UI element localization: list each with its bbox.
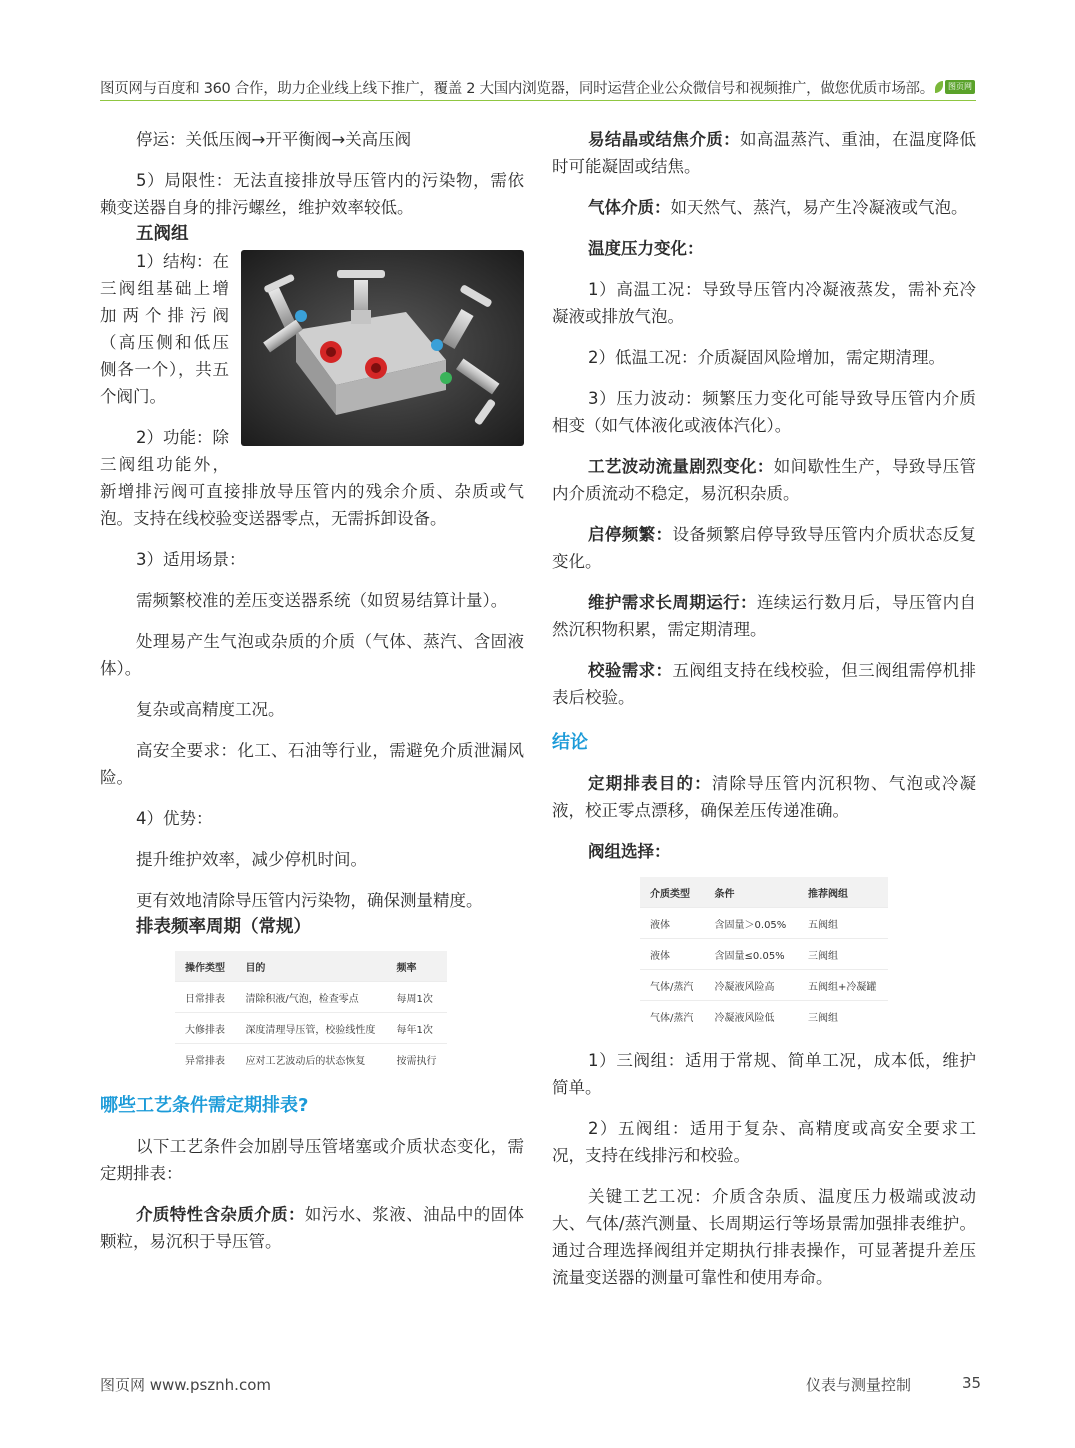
paragraph: 2）低温工况：介质凝固风险增加，需定期清理。 [588,348,945,367]
left-column [100,126,524,1255]
paragraph: 停运：关低压阀→开平衡阀→关高压阀 [136,130,412,149]
footer-journal: 仪表与测量控制 [806,1376,912,1394]
table-cell: 每周1次 [387,982,447,1013]
footer-site: 图页网 www.psznh.com [100,1376,271,1394]
table-header: 频率 [387,951,447,982]
paragraph [552,770,976,824]
term-label: 启停频繁： [588,525,673,544]
paragraph: 提升维护效率，减少停机时间。 [136,850,367,869]
table-cell: 每年1次 [387,1013,447,1044]
term-text: 如污水、浆液、油品中的固体颗粒，易沉积于导压管。 [100,1205,525,1251]
paragraph: 1）结构：在三阀组基础上增加两个排污阀（高压侧和低压侧各一个），共五个阀门。 [100,252,229,406]
paragraph [552,235,976,262]
paragraph: 5）局限性：无法直接排放导压管内的污染物，需依赖变送器自身的排污螺丝，维护效率较低。 [100,171,524,217]
term-text: 五阀组支持在线校验，但三阀组需停机排表后校验。 [552,661,977,707]
term-label: 温度压力变化： [588,239,704,258]
paragraph [552,126,976,180]
header-banner: 图页网与百度和 360 合作，助力企业线上线下推广，覆盖 2 大国内浏览器，同时运营企业公众微信号和视频推广，做您优质市场部。 [100,81,934,97]
table-cell: 三阀组 [798,1001,888,1032]
table-row [640,908,888,939]
term-text: 设备频繁启停导致导压管内介质状态反复变化。 [552,525,977,571]
table-cell: 五阀组+冷凝罐 [798,970,888,1001]
table-cell: 大修排表 [175,1013,235,1044]
table-cell: 含固量＞0.05% [705,908,798,939]
table-cell: 气体/蒸汽 [640,970,705,1001]
paragraph [552,194,976,221]
paragraph [552,838,976,865]
table-cell: 含固量≤0.05% [705,939,798,970]
table-cell: 按需执行 [387,1044,447,1075]
header-divider [100,100,976,101]
table-header: 操作类型 [175,951,235,982]
table-row [640,970,888,1001]
table-cell: 冷凝液风险低 [705,1001,798,1032]
section-heading-five-valve: 五阀组 [136,224,189,244]
term-text: 连续运行数月后，导压管内自然沉积物积累，需定期清理。 [552,593,977,639]
paragraph: 需频繁校准的差压变送器系统（如贸易结算计量）。 [136,591,508,610]
term-text: 如天然气、蒸汽，易产生冷凝液或气泡。 [670,198,968,217]
table-header: 推荐阀组 [798,877,888,908]
term-text: 清除导压管内沉积物、气泡或冷凝液，校正零点漂移，确保差压传递准确。 [552,774,977,820]
term-label: 工艺波动流量剧烈变化： [588,457,774,476]
paragraph: 关键工艺工况：介质含杂质、温度压力极端或波动大、气体/蒸汽测量、长周期运行等场景需加强排表维护。通过合理选择阀组并定期执行排表操作，可显著提升差压流量变送器的测量可靠性和使用寿命。 [552,1187,976,1287]
table-cell: 应对工艺波动后的状态恢复 [235,1044,386,1075]
table-cell: 深度清理导压管，校验线性度 [235,1013,386,1044]
right-column [552,126,976,1291]
page-number: 35 [962,1374,982,1392]
table-cell: 液体 [640,908,705,939]
table-row [175,982,447,1013]
table-row [175,1013,447,1044]
table-cell: 冷凝液风险高 [705,970,798,1001]
table-header: 介质类型 [640,877,705,908]
table-cell: 液体 [640,939,705,970]
term-label: 维护需求长周期运行： [588,593,757,612]
paragraph: 以下工艺条件会加剧导压管堵塞或介质状态变化，需定期排表： [100,1137,524,1183]
paragraph: 4）优势： [136,809,213,828]
paragraph [552,521,976,575]
term-text: 如高温蒸汽、重油，在温度降低时可能凝固或结焦。 [552,130,977,176]
table-row [175,1044,447,1075]
paragraph: 处理易产生气泡或杂质的介质（气体、蒸汽、含固液体）。 [100,632,524,678]
paragraph [552,657,976,711]
section-heading-which-conditions: 哪些工艺条件需定期排表? [100,1095,309,1116]
paragraph: 3）压力波动：频繁压力变化可能导致导压管内介质相变（如气体液化或液体汽化）。 [552,389,976,435]
paragraph: 复杂或高精度工况。 [136,700,285,719]
table-row [640,939,888,970]
term-label: 易结晶或结焦介质： [588,130,740,149]
term-label: 阀组选择： [588,842,671,861]
table-cell: 异常排表 [175,1044,235,1075]
table-header: 条件 [705,877,798,908]
paragraph: 1）高温工况：导致导压管内冷凝液蒸发，需补充冷凝液或排放气泡。 [552,280,976,326]
paragraph: 1）三阀组：适用于常规、简单工况，成本低，维护简单。 [552,1051,976,1097]
section-heading-frequency: 排表频率周期（常规） [136,917,311,937]
paragraph: 2）五阀组：适用于复杂、高精度或高安全要求工况，支持在线排污和校验。 [552,1119,976,1165]
paragraph: 2）功能：除三阀组功能外，新增排污阀可直接排放导压管内的残余介质、杂质或气泡。支持在线校验变送器零点，无需拆卸设备。 [100,428,524,528]
term-label: 定期排表目的： [588,774,712,793]
term-text: 如间歇性生产，导致导压管内介质流动不稳定，易沉积杂质。 [552,457,977,503]
paragraph [100,1201,524,1255]
logo-text: 图页网 [945,80,975,94]
leaf-icon [935,81,943,93]
paragraph [552,453,976,507]
five-valve-manifold-photo [241,250,524,446]
frequency-table [175,951,447,1074]
table-row [640,1001,888,1032]
table-cell: 五阀组 [798,908,888,939]
paragraph [552,589,976,643]
table-cell: 清除积液/气泡，检查零点 [235,982,386,1013]
site-logo [935,78,975,96]
table-cell: 日常排表 [175,982,235,1013]
section-heading-conclusion: 结论 [552,732,588,753]
term-label: 气体介质： [588,198,671,217]
table-cell: 气体/蒸汽 [640,1001,705,1032]
table-header: 目的 [235,951,386,982]
table-cell: 三阀组 [798,939,888,970]
paragraph: 更有效地清除导压管内污染物，确保测量精度。 [136,891,483,910]
valve-selection-table [640,877,888,1031]
paragraph: 3）适用场景： [136,550,246,569]
term-label: 校验需求： [588,661,673,680]
paragraph: 高安全要求：化工、石油等行业，需避免介质泄漏风险。 [100,741,524,787]
term-label: 介质特性含杂质介质： [136,1205,305,1224]
